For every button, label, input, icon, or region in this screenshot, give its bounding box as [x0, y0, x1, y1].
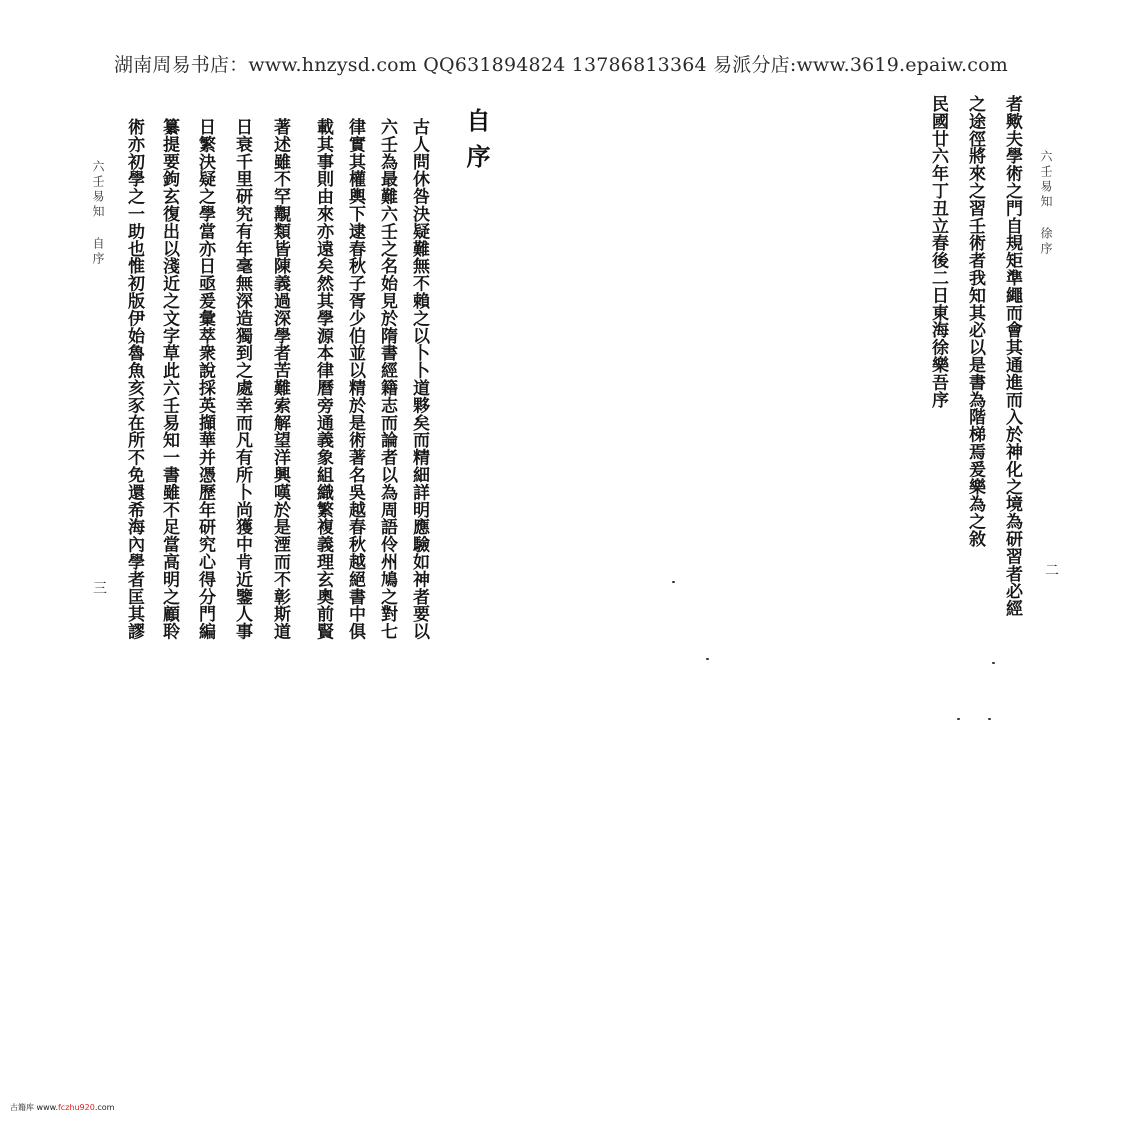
scan-speck [672, 581, 675, 583]
preface-title: 自序 [462, 108, 491, 180]
watermark-header: 湖南周易书店：www.hnzysd.com QQ631894824 13786813364 易派分店:www.3619.epaiw.com [113, 54, 1008, 76]
preface-column-6: 日衰千里研究有年毫無深造獨到之處幸而凡有所卜尚獲中肯近鑒人事 [232, 118, 252, 640]
footer-label: 古籍库 [10, 1103, 34, 1112]
preface-column-9: 術亦初學之一助也惟初版伊始魯魚亥豕在所不免還希海內學者匡其謬 [124, 118, 144, 640]
right-page-number: 二 [1045, 563, 1059, 579]
preface-column-4: 載其事則由來亦遠矣然其學源本律曆旁通義象組織繁複義理玄奧前賢 [313, 118, 333, 640]
left-page-number: 三 [93, 581, 107, 597]
scan-speck [992, 662, 995, 664]
preface-column-8: 纂提要鉤玄復出以淺近之文字草此六壬易知一書雖不足當高明之顧聆 [159, 118, 179, 640]
scan-speck [988, 718, 991, 720]
right-running-head: 六壬易知 徐序 [1039, 150, 1053, 257]
right-column-2: 之途徑將來之習壬術者我知其必以是書為階梯焉爰樂為之敘 [965, 95, 985, 548]
preface-column-2: 六壬為最難六壬之名始見於隋書經籍志而論者以為周語伶州鳩之對七 [377, 118, 397, 640]
preface-column-5: 著述雖不罕覯類皆陳義過深學者苦難索解望洋興嘆於是湮而不彰斯道 [270, 118, 290, 640]
footer-url-prefix: www. [36, 1103, 58, 1112]
footer-url-mid: fczhu920 [57, 1103, 95, 1112]
preface-column-7: 日繁決疑之學當亦日亟爰彙萃衆說採英擷華并憑歷年研究心得分門編 [195, 118, 215, 640]
right-column-3: 民國廿六年丁丑立春後二日東海徐樂吾序 [928, 95, 948, 409]
footer-url-suffix: .com [94, 1103, 115, 1112]
footer-watermark [10, 1102, 114, 1113]
preface-column-1: 古人問休咎決疑難無不賴之以卜卜道夥矣而精細詳明應驗如神者要以 [409, 118, 429, 640]
scan-speck [706, 658, 709, 660]
right-column-1: 者歟夫學術之門自規矩準繩而會其通進而入於神化之境為研習者必經 [1002, 95, 1022, 617]
preface-column-3: 律實其權輿下逮春秋子胥少伯並以精於是術著名吳越春秋越絕書中俱 [345, 118, 365, 640]
left-running-head: 六壬易知 自序 [91, 160, 105, 267]
scan-speck [957, 718, 960, 720]
